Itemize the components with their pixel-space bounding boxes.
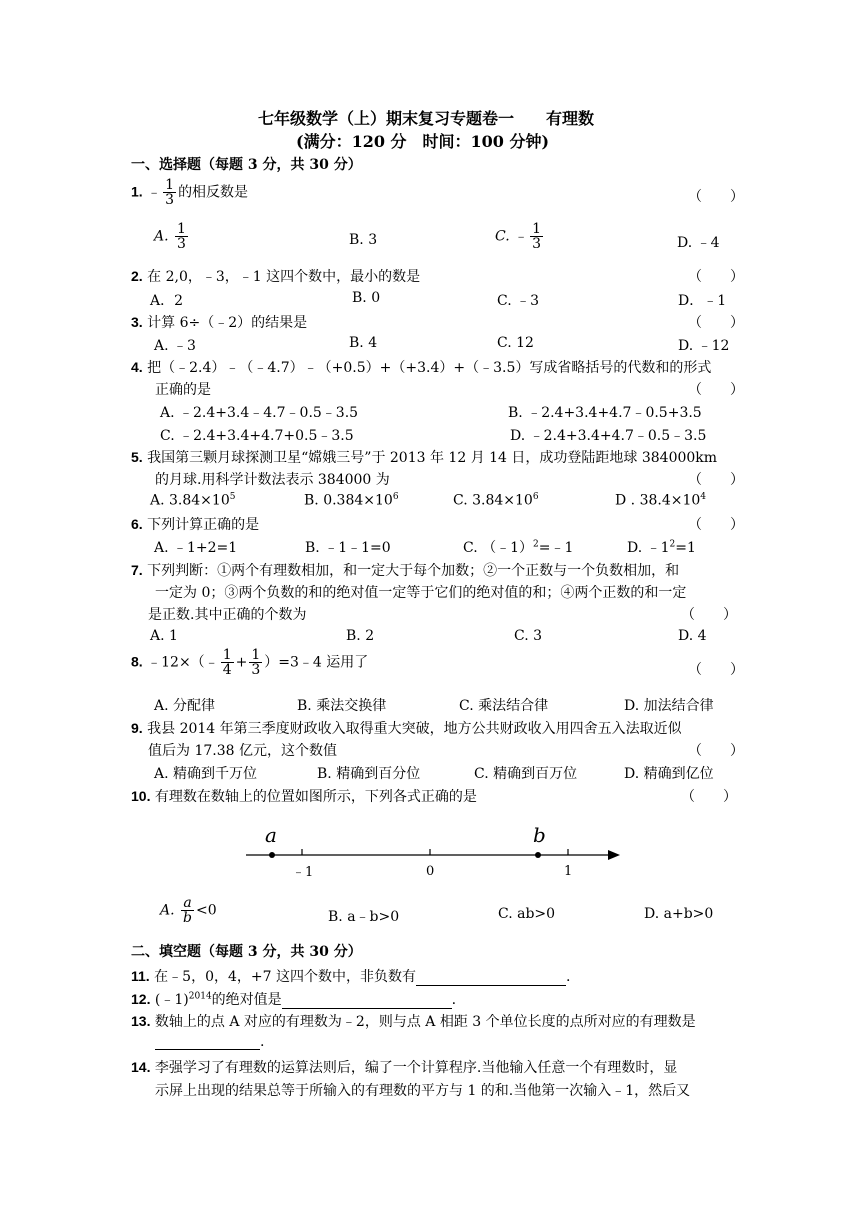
option-c: C. 3: [514, 628, 543, 644]
section-heading-choice: 一、选择题（每题 3 分，共 30 分）: [131, 157, 362, 173]
point-b-label: b: [533, 823, 546, 847]
option-b: B. a﹣b>0: [328, 909, 400, 925]
answer-paren: （ ）: [688, 315, 744, 331]
expression-start: ﹣12×（﹣: [147, 654, 219, 671]
option-text: D . 38.4×10: [615, 492, 701, 509]
expression: (﹣1): [154, 992, 189, 1008]
option-d: D．﹣1: [678, 293, 727, 309]
option-c: C. ab>0: [498, 906, 556, 922]
option-d: D. a+b>0: [644, 906, 714, 922]
answer-paren: （ ）: [688, 269, 744, 285]
question-number: 10.: [131, 788, 151, 804]
prefix: ﹣: [147, 184, 162, 201]
tick-label-1: 1: [564, 864, 573, 879]
exponent: 6: [392, 492, 399, 502]
exponent: 4: [700, 492, 707, 502]
option-b: B. 0: [352, 290, 381, 306]
question-5-line2: 的月球.用科学计数法表示 384000 为: [155, 472, 390, 488]
question-text: 计算 6÷（﹣2）的结果是: [147, 315, 308, 331]
question-number: 8.: [131, 653, 143, 670]
fraction-numerator: 1: [165, 177, 175, 193]
question-2: [131, 266, 420, 286]
option-text: C. 3.84×10: [453, 492, 533, 509]
fraction: [530, 222, 543, 251]
question-10: [131, 786, 477, 806]
option-c: [463, 537, 573, 557]
option-text: A. 3.84×10: [150, 492, 230, 509]
question-number: 12.: [131, 991, 151, 1007]
option-c: C. ﹣3: [497, 293, 540, 309]
option-text-tail: =1: [675, 540, 696, 556]
question-text: 在﹣5，0，4，+7 这四个数中，非负数有: [154, 969, 416, 985]
option-a: [160, 896, 217, 925]
prefix: ﹣: [514, 228, 529, 245]
point-a: [269, 852, 275, 858]
question-number: 6.: [131, 516, 143, 532]
question-text: 我国第三颗月球探测卫星“嫦娥三号”于 2013 年 12 月 14 日，成功登陆距地球 384000km: [147, 450, 718, 466]
answer-paren: （ ）: [688, 743, 744, 759]
option-a: A. 精确到千万位: [154, 766, 258, 782]
question-text: 的相反数是: [178, 184, 249, 201]
fraction-denominator: 3: [251, 662, 261, 678]
option-a: A. ﹣3: [154, 338, 196, 354]
option-b: [304, 492, 399, 509]
exponent: 2014: [188, 991, 212, 1002]
question-12: [131, 989, 456, 1009]
question-text: 下列判断：①两个有理数相加，和一定大于每个加数；②一个正数与一个负数相加，和: [147, 563, 680, 579]
fraction-numerator: 1: [177, 221, 186, 237]
option-d: D. 精确到亿位: [624, 766, 714, 782]
option-b: B. 精确到百分位: [317, 766, 421, 782]
question-5: [131, 447, 717, 467]
option-text-tail: <0: [195, 902, 217, 919]
fraction-numerator: 1: [532, 221, 542, 237]
question-number: 14.: [131, 1059, 151, 1075]
answer-blank[interactable]: [155, 1035, 260, 1050]
end-mark: .: [451, 992, 457, 1008]
option-d: D. 加法结合律: [624, 698, 714, 714]
fraction: [175, 222, 188, 251]
end-mark: .: [260, 1034, 265, 1050]
option-b: B. 3: [349, 232, 378, 248]
fraction-numerator: 1: [222, 647, 232, 663]
end-mark: .: [565, 969, 571, 985]
question-text: 在 2,0，﹣3，﹣1 这四个数中，最小的数是: [147, 269, 421, 285]
option-d: D. ﹣2.4+3.4+4.7﹣0.5﹣3.5: [510, 428, 707, 444]
answer-paren: （ ）: [681, 607, 737, 623]
option-d: D. ﹣4: [677, 235, 720, 251]
question-14: [131, 1057, 677, 1077]
option-c: [453, 492, 539, 509]
question-9: [131, 718, 682, 738]
question-text: 李强学习了有理数的运算法则后，编了一个计算程序.当他输入任意一个有理数时，显: [154, 1060, 678, 1076]
question-11: [131, 966, 570, 986]
option-c: C. 精确到百万位: [474, 766, 578, 782]
question-number: 13.: [131, 1013, 151, 1029]
fraction: [181, 896, 194, 925]
question-number: 9.: [131, 720, 143, 736]
option-a: [154, 222, 190, 251]
question-text: 有理数在数轴上的位置如图所示，下列各式正确的是: [154, 789, 477, 805]
expression-end: ）=3﹣4 运用了: [264, 654, 369, 671]
plus-sign: +: [235, 654, 248, 671]
question-14-line2: 示屏上出现的结果总等于所输入的有理数的平方与 1 的和.当他第一次输入﹣1，然后又: [155, 1083, 691, 1099]
option-label: A.: [160, 902, 175, 919]
option-c: [495, 222, 545, 251]
option-b: B. 4: [349, 335, 378, 351]
question-number: 5.: [131, 449, 143, 465]
exponent: 2: [533, 539, 539, 550]
question-text: 的绝对值是: [211, 992, 282, 1008]
fraction-denominator: b: [183, 910, 192, 926]
fraction-denominator: 4: [222, 662, 232, 678]
question-text: 下列计算正确的是: [147, 517, 260, 533]
option-text: D. ﹣1: [627, 540, 670, 556]
fraction-numerator: a: [183, 895, 192, 911]
section-heading-fill: 二、填空题（每题 3 分，共 30 分）: [131, 944, 362, 960]
question-7-line2: 一定为 0；③两个负数的和的绝对值一定等于它们的绝对值的和；④两个正数的和一定: [155, 585, 687, 601]
option-c: C. 12: [497, 335, 534, 351]
question-4: [131, 357, 711, 377]
option-d: [627, 537, 696, 557]
fraction: [163, 178, 176, 207]
question-number: 2.: [131, 268, 143, 284]
answer-paren: （ ）: [688, 662, 744, 678]
option-b: B. ﹣2.4+3.4+4.7﹣0.5+3.5: [508, 405, 702, 421]
option-label: C.: [495, 228, 510, 245]
answer-paren: （ ）: [688, 189, 744, 205]
option-a: [150, 492, 235, 509]
page-subtitle: (满分：120 分 时间：100 分钟): [296, 132, 550, 151]
option-a: A. ﹣2.4+3.4﹣4.7﹣0.5﹣3.5: [160, 405, 359, 421]
option-text-tail: =﹣1: [538, 540, 574, 556]
option-a: A．2: [150, 293, 184, 309]
option-b: B. 乘法交换律: [297, 698, 387, 714]
question-7: [131, 560, 679, 580]
point-b: [535, 852, 541, 858]
option-d: D. ﹣12: [678, 338, 730, 354]
question-1: [131, 178, 248, 207]
option-c: C. ﹣2.4+3.4+4.7+0.5﹣3.5: [160, 428, 354, 444]
question-text: 我县 2014 年第三季度财政收入取得重大突破，地方公共财政收入用四舍五入法取近似: [147, 721, 682, 737]
question-13: [131, 1011, 696, 1031]
question-number: 4.: [131, 359, 143, 375]
answer-paren: （ ）: [688, 382, 744, 398]
answer-blank[interactable]: [416, 971, 566, 986]
fraction-denominator: 3: [165, 192, 175, 208]
arrow-right-icon: [608, 850, 620, 860]
question-8: [131, 648, 368, 677]
option-text: C. （﹣1）: [463, 540, 534, 556]
answer-paren: （ ）: [688, 517, 744, 533]
option-b: B. 2: [346, 628, 375, 644]
question-number: 11.: [131, 968, 150, 984]
question-7-line3: 是正数.其中正确的个数为: [148, 607, 307, 623]
fraction: [249, 648, 262, 677]
exponent: 6: [532, 492, 539, 502]
question-4-line2: 正确的是: [155, 382, 211, 398]
question-13-line2: [155, 1034, 264, 1050]
point-a-label: a: [265, 823, 277, 847]
question-number: 7.: [131, 562, 143, 578]
tick-label-0: 0: [426, 864, 435, 879]
answer-paren: （ ）: [688, 472, 744, 488]
fraction-denominator: 3: [532, 236, 542, 252]
number-line-figure: [240, 818, 630, 880]
exponent: 5: [229, 492, 236, 502]
option-label: A.: [154, 228, 169, 245]
option-a: A. 1: [150, 628, 178, 644]
option-b: B. ﹣1﹣1=0: [305, 540, 391, 556]
option-text: B. 0.384×10: [304, 492, 393, 509]
question-number: 3.: [131, 314, 143, 330]
question-number: 1.: [131, 183, 143, 200]
fraction-numerator: 1: [251, 647, 261, 663]
question-text: 把（﹣2.4）﹣（﹣4.7）﹣（+0.5）+（+3.4）+（﹣3.5）写成省略括号的代数和的形式: [147, 360, 712, 376]
option-c: C. 乘法结合律: [459, 698, 549, 714]
option-d: D. 4: [678, 628, 707, 644]
question-text: 数轴上的点 A 对应的有理数为﹣2，则与点 A 相距 3 个单位长度的点所对应的有理数是: [154, 1014, 696, 1030]
fraction-denominator: 3: [177, 236, 186, 252]
option-a: A. 分配律: [154, 698, 216, 714]
option-a: A. ﹣1+2=1: [154, 540, 238, 556]
question-9-line2: 值后为 17.38 亿元，这个数值: [148, 743, 337, 759]
answer-blank[interactable]: [282, 994, 452, 1009]
tick-label-neg1: ﹣1: [292, 865, 314, 880]
question-3: [131, 312, 307, 332]
exponent: 2: [669, 539, 676, 550]
fraction: [221, 648, 234, 677]
page-title: 七年级数学（上）期末复习专题卷一 有理数: [258, 109, 595, 128]
option-d: [615, 492, 706, 509]
question-6: [131, 514, 259, 534]
answer-paren: （ ）: [681, 789, 737, 805]
